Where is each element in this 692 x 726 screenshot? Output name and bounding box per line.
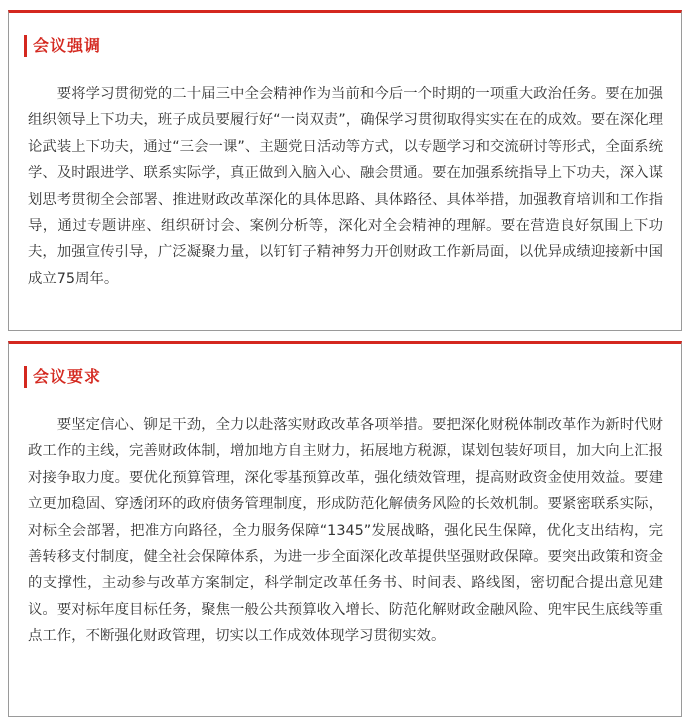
section-card-meeting-emphasis — [8, 10, 682, 331]
section-title: 会议强调 — [33, 36, 102, 55]
section-body-text: 要坚定信心、铆足干劲，全力以赴落实财政改革各项举措。要把深化财税体制改革作为新时代财政工作的主线，完善财政体制，增加地方自主财力，拓展地方税源，谋划包装好项目，加大向上汇报对接争取力度。要优化预算管理，深化零基预算改革，强化绩效管理，提高财政资金使用效益。要建立更加稳固、穿透闭环的政府债务管理制度，形成防范化解债务风险的长效机制。要紧密联系实际，对标全会部署，把准方向路径，全力服务保障“1345”发展战略，强化民生保障，优化支出结构，完善转移支付制度，健全社会保障体系，为进一步全面深化改革提供坚强财政保障。要突出政策和资金的支撑性，主动参与改革方案制定，科学制定改革任务书、时间表、路线图，密切配合提出意见建议。要对标年度目标任务，聚焦一般公共预算收入增长、防范化解财政金融风险、兜牢民生底线等重点工作，不断强化财政管理，切实以工作成效体现学习贯彻实效。 — [28, 417, 663, 645]
section-header — [9, 13, 681, 80]
section-title: 会议要求 — [33, 367, 102, 386]
section-header — [9, 344, 681, 411]
header-accent-bar — [24, 366, 27, 388]
section-card-meeting-requirements — [8, 341, 682, 717]
header-accent-bar — [24, 35, 27, 57]
section-body-text: 要将学习贯彻党的二十届三中全会精神作为当前和今后一个时期的一项重大政治任务。要在加强组织领导上下功夫，班子成员要履行好“一岗双责”，确保学习贯彻取得实实在在的成效。要在深化理论武装上下功夫，通过“三会一课”、主题党日活动等方式，以专题学习和交流研讨等形式，全面系统学、及时跟进学、联系实际学，真正做到入脑入心、融会贯通。要在加强系统指导上下功夫，深入谋划思考贯彻全会部署、推进财政改革深化的具体思路、具体路径、具体举措，加强教育培训和工作指导，通过专题讲座、组织研讨会、案例分析等，深化对全会精神的理解。要在营造良好氛围上下功夫，加强宣传引导，广泛凝聚力量，以钉钉子精神努力开创财政工作新局面，以优异成绩迎接新中国成立75周年。 — [28, 86, 663, 287]
